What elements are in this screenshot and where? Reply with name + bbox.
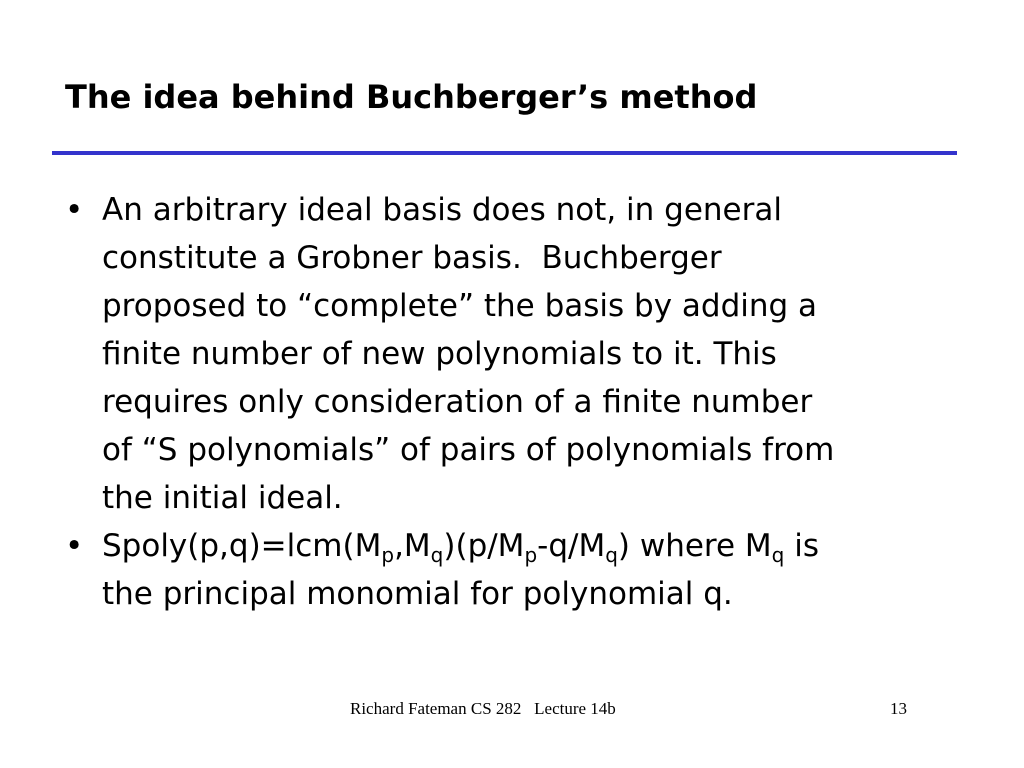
bullet-1-line-4: finite number of new polynomials to it. This (102, 336, 777, 372)
page-number: 13 (890, 699, 907, 718)
bullet-mark-icon: • (65, 528, 84, 564)
formula-part: ) where M (617, 528, 772, 564)
formula-part: ,M (394, 528, 431, 564)
bullet-list (65, 186, 985, 618)
formula-subscript: p (524, 543, 538, 567)
bullet-item-2 (65, 522, 985, 618)
formula-subscript: p (381, 543, 395, 567)
formula-subscript: q (771, 543, 785, 567)
title-underline-rule (52, 151, 957, 155)
slide-footer: Richard Fateman CS 282 Lecture 14b (350, 699, 616, 718)
bullet-mark-icon: • (65, 192, 84, 228)
formula-part: Spoly(p,q)=lcm(M (102, 528, 382, 564)
formula-part: is (784, 528, 819, 564)
bullet-text-1 (102, 186, 985, 522)
formula-subscript: q (605, 543, 618, 567)
bullet-1-line-3: proposed to “complete” the basis by adding a (102, 288, 818, 324)
formula-subscript: q (430, 543, 444, 567)
slide-title: The idea behind Buchberger’s method (65, 78, 758, 116)
bullet-1-line-7: the initial ideal. (102, 480, 343, 516)
bullet-1-line-1: An arbitrary ideal basis does not, in general (102, 192, 782, 228)
bullet-item-1 (65, 186, 985, 522)
formula-part: -q/M (537, 528, 606, 564)
bullet-text-2 (102, 522, 985, 618)
bullet-2-line-2: the principal monomial for polynomial q. (102, 576, 733, 612)
bullet-1-line-2: constitute a Grobner basis. Buchberger (102, 240, 722, 276)
formula-part: )(p/M (443, 528, 525, 564)
spoly-formula-line (102, 522, 985, 570)
bullet-1-line-5: requires only consideration of a finite number (102, 384, 813, 420)
bullet-1-line-6: of “S polynomials” of pairs of polynomials from (102, 432, 835, 468)
